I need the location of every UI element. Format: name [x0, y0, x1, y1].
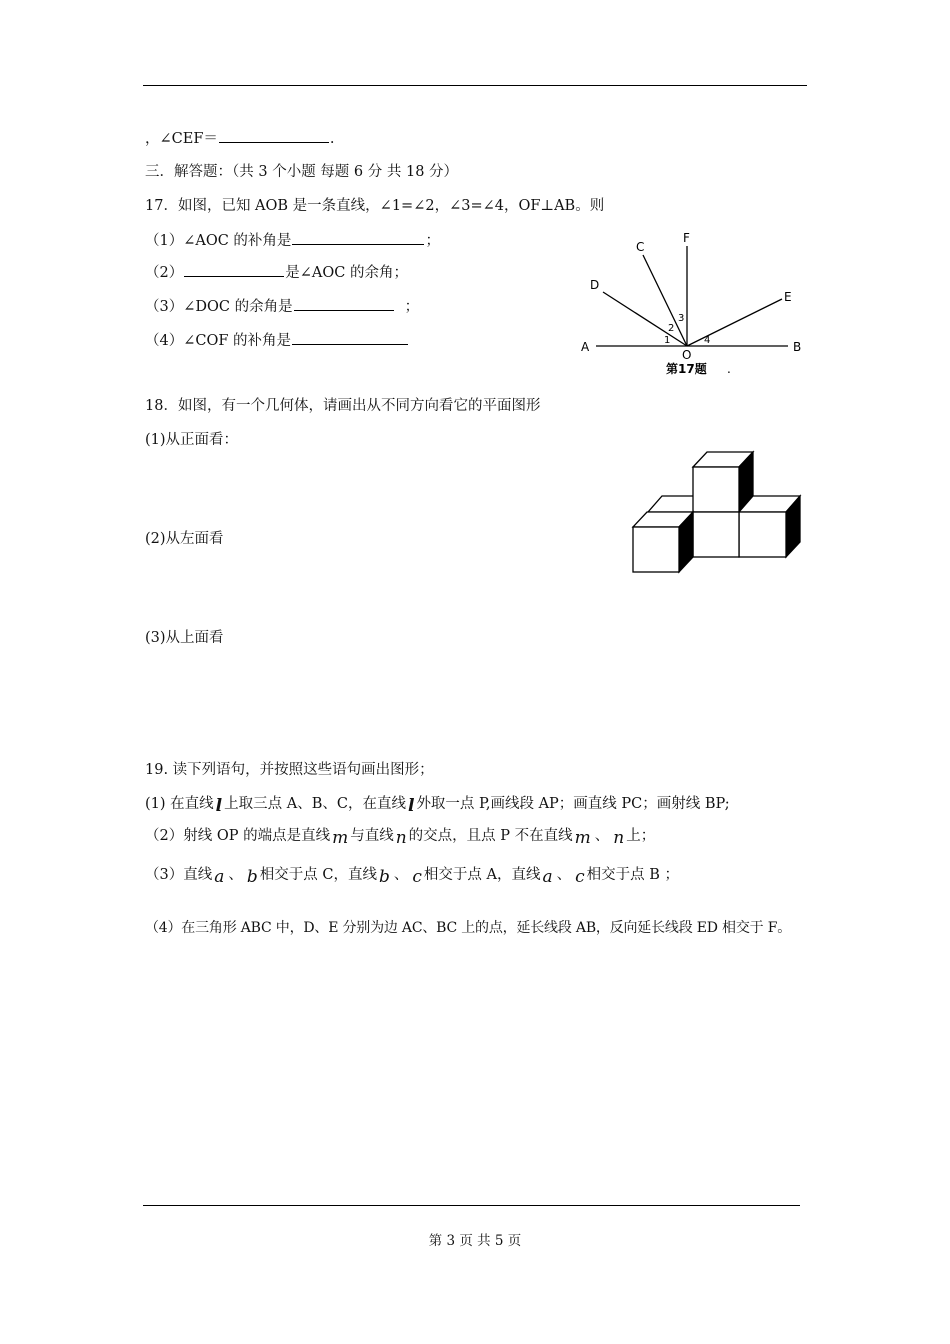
q17-item-1-blank[interactable] [292, 230, 424, 245]
q17-item-2 [145, 262, 408, 283]
q19-item-1-text-a: (1) 在直线 [145, 796, 214, 812]
ray-OE [687, 299, 782, 346]
cube-right-front [739, 512, 786, 557]
var-m: m [574, 828, 591, 848]
var-n: n [613, 828, 625, 848]
q16-tail [145, 128, 335, 149]
cube-top-front [693, 467, 739, 512]
var-b: b [246, 867, 258, 887]
q17-item-4-text: （4）∠COF 的补角是 [145, 333, 292, 349]
q17-item-2-blank[interactable] [184, 262, 284, 277]
separator: 、 [556, 867, 572, 883]
q19-item-1 [145, 793, 730, 814]
q17-figure-caption-tail: . [727, 362, 731, 376]
label-F: F [683, 231, 690, 245]
label-O: O [682, 348, 692, 362]
q19-item-1-text-b: 上取三点 A、B、C，在直线 [224, 796, 406, 812]
q18-item-3: (3)从上面看 [145, 630, 224, 646]
q19-item-2 [145, 825, 655, 846]
q17-stem: 17．如图，已知 AOB 是一条直线，∠1=∠2，∠3=∠4，OF⊥AB。则 [145, 198, 605, 214]
separator: 、 [228, 867, 243, 883]
q18-cube-figure [625, 445, 810, 580]
var-a: a [542, 867, 553, 887]
q17-item-3-tail: ； [404, 299, 420, 315]
q18-stem: 18．如图，有一个几何体，请画出从不同方向看它的平面图形 [145, 398, 541, 414]
q17-item-2-tail: 是∠AOC 的余角； [285, 265, 408, 281]
q17-figure [570, 225, 810, 380]
q17-item-4 [145, 330, 409, 351]
q16-suffix: . [329, 131, 335, 147]
label-B: B [793, 340, 802, 354]
q17-item-1 [145, 230, 440, 251]
q19-item-2-text-b: 与直线 [350, 828, 394, 844]
var-m: m [332, 828, 349, 848]
footer-rule [143, 1205, 800, 1206]
q17-item-3-blank[interactable] [294, 296, 394, 311]
header-rule [143, 85, 807, 86]
label-C: C [636, 240, 645, 254]
q19-item-4: （4）在三角形 ABC 中，D、E 分别为边 AC、BC 上的点，延长线段 AB，反向延长线段 ED 相交于 F。 [145, 920, 792, 936]
q17-item-4-blank[interactable] [292, 330, 408, 345]
q19-item-3-text-d: 相交于点 B ； [586, 867, 680, 883]
q19-stem: 19. 读下列语句，并按照这些语句画出图形； [145, 762, 434, 778]
q17-item-2-text: （2） [145, 265, 184, 281]
q19-item-3-text-b: 相交于点 C，直线 [259, 867, 377, 883]
cube-left-front [633, 527, 679, 572]
label-D: D [590, 278, 600, 292]
q17-item-3 [145, 296, 419, 317]
q19-item-3 [145, 864, 679, 885]
var-l: l [407, 796, 415, 816]
q18-item-2: (2)从左面看 [145, 531, 224, 547]
angle-4-label: 4 [704, 335, 711, 346]
var-b: b [378, 867, 390, 887]
q19-item-2-text-c: 的交点，且点 P 不在直线 [408, 828, 573, 844]
separator: 、 [594, 828, 610, 844]
q18-item-1: (1)从正面看： [145, 432, 239, 448]
q17-figure-caption: 第17题 [666, 362, 707, 376]
angle-2-label: 2 [668, 323, 675, 334]
var-l: l [215, 796, 223, 816]
q19-item-2-text-d: 上； [626, 828, 656, 844]
q16-answer-blank[interactable] [219, 128, 329, 143]
q16-prefix: ，∠CEF＝ [145, 131, 218, 147]
q17-item-3-text: （3）∠DOC 的余角是 [145, 299, 293, 315]
angle-1-label: 1 [664, 335, 671, 346]
section3-title: 三．解答题：（共 3 个小题 每题 6 分 共 18 分） [145, 164, 459, 180]
q19-item-2-text-a: （2）射线 OP 的端点是直线 [145, 828, 331, 844]
q17-item-1-text: （1）∠AOC 的补角是 [145, 233, 292, 249]
cube-middle-front [693, 512, 739, 557]
var-c: c [412, 867, 422, 887]
var-n: n [395, 828, 407, 848]
q19-item-3-text-a: （3）直线 [145, 867, 213, 883]
q17-item-1-tail: ； [425, 233, 440, 249]
var-c: c [575, 867, 585, 887]
label-E: E [784, 290, 792, 304]
q19-item-3-text-c: 相交于点 A，直线 [423, 867, 541, 883]
separator: 、 [393, 867, 409, 883]
angle-3-label: 3 [678, 313, 685, 324]
var-a: a [214, 867, 225, 887]
footer-page-number: 第 3 页 共 5 页 [428, 1233, 522, 1249]
q19-item-1-text-c: 外取一点 P,画线段 AP；画直线 PC；画射线 BP; [416, 796, 730, 812]
label-A: A [581, 340, 590, 354]
